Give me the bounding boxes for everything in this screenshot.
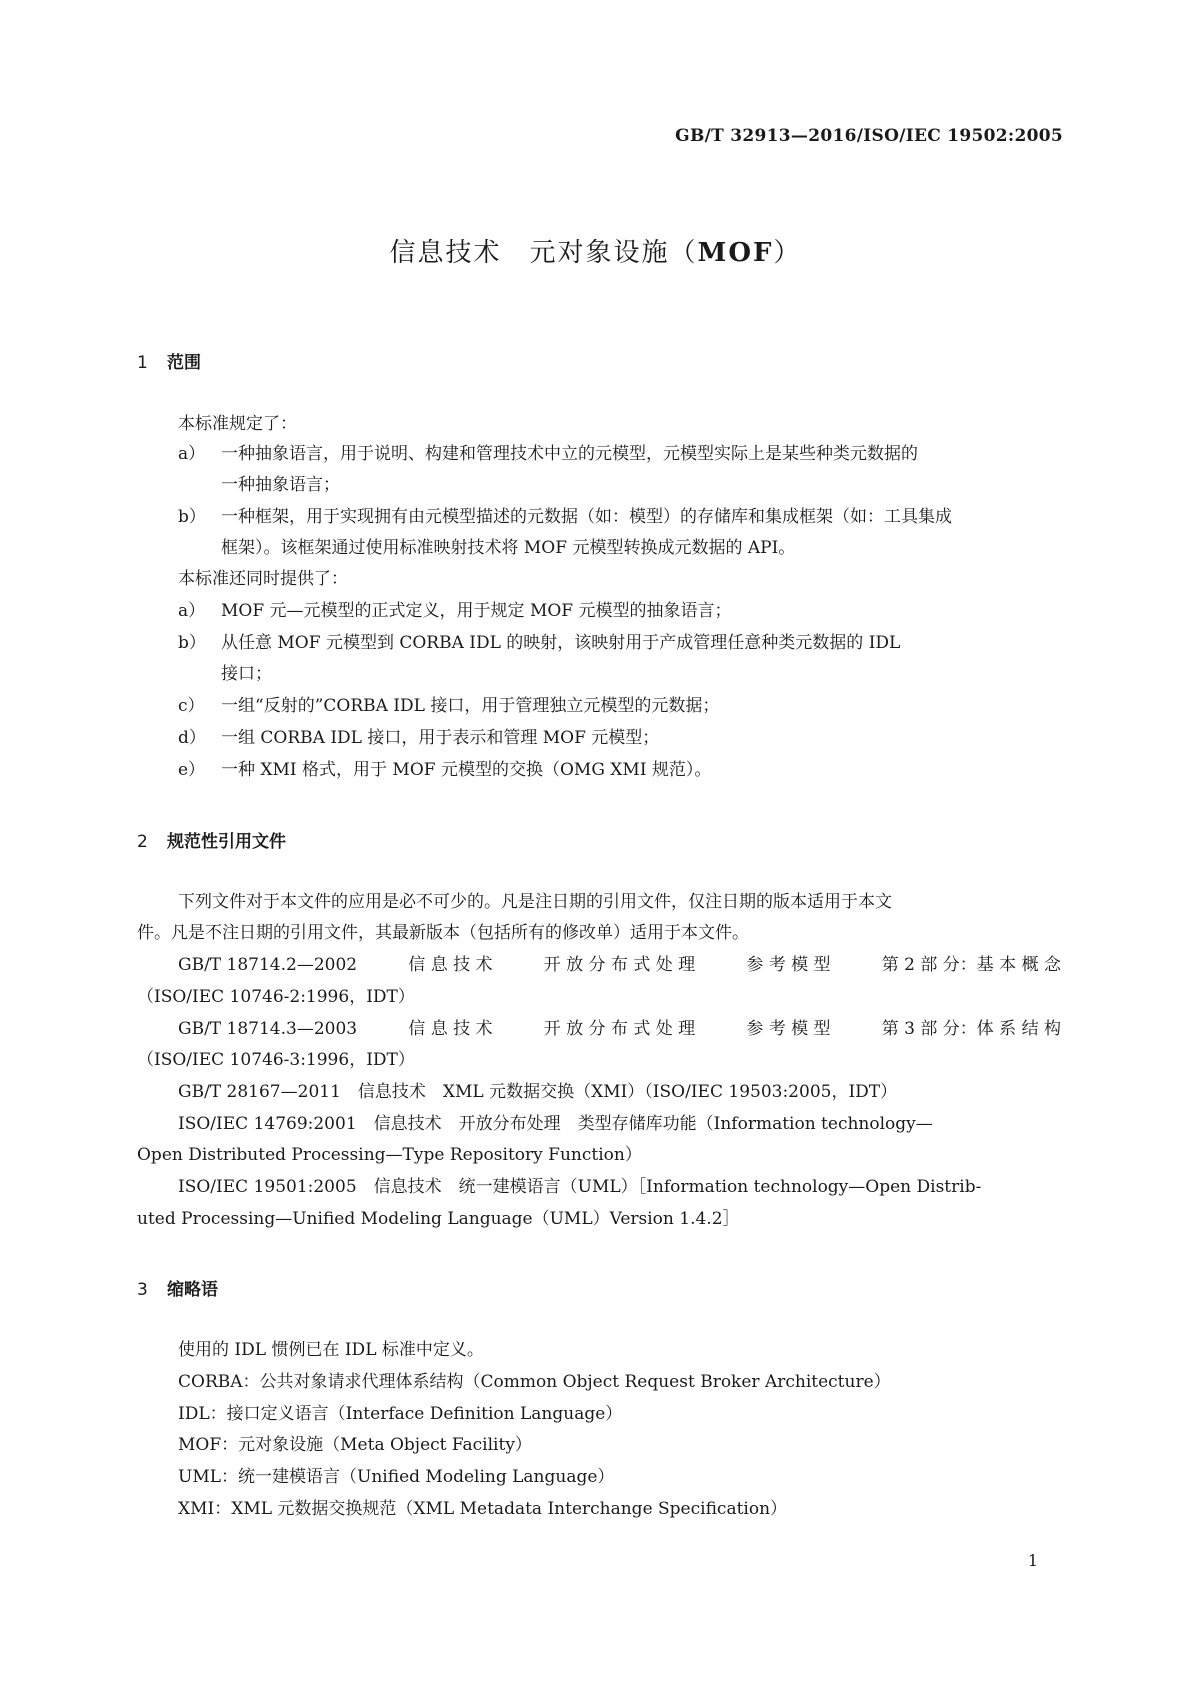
reference-entry: ISO/IEC 14769:2001 信息技术 开放分布处理 类型存储库功能（Information technology— xyxy=(178,1114,933,1134)
title-prefix: 信息技术 元对象设施（ xyxy=(389,238,698,268)
abbreviation-line: 使用的 IDL 惯例已在 IDL 标准中定义。 xyxy=(178,1340,484,1360)
list-label: b） xyxy=(178,507,206,527)
page-number: 1 xyxy=(1027,1551,1038,1570)
paragraph: 下列文件对于本文件的应用是必不可少的。凡是注日期的引用文件，仅注日期的版本适用于本文 xyxy=(178,892,892,912)
reference-entry: ISO/IEC 19501:2005 信息技术 统一建模语言（UML）［Information technology—Open Distrib- xyxy=(178,1177,982,1197)
abbreviation-line: CORBA：公共对象请求代理体系结构（Common Object Request Broker Architecture） xyxy=(178,1372,891,1392)
list-label: b） xyxy=(178,633,206,653)
list-item-text: 一组“反射的”CORBA IDL 接口，用于管理独立元模型的元数据； xyxy=(221,696,720,716)
list-item-text: 一种框架，用于实现拥有由元模型描述的元数据（如：模型）的存储库和集成框架（如：工具集成 xyxy=(221,507,952,527)
list-item-text: 一种 XMI 格式，用于 MOF 元模型的交换（OMG XMI 规范）。 xyxy=(221,760,712,780)
reference-part: 参 考 模 型 xyxy=(746,1019,831,1039)
section-1-heading xyxy=(137,348,201,373)
reference-part: 第 3 部 分：体 系 结 构 xyxy=(881,1019,1061,1039)
list-item-text: 一种抽象语言； xyxy=(221,475,340,495)
list-label: c） xyxy=(178,696,205,716)
paragraph: 本标准还同时提供了： xyxy=(178,569,348,589)
list-item-text: 一种抽象语言，用于说明、构建和管理技术中立的元模型，元模型实际上是某些种类元数据的 xyxy=(221,444,918,464)
section-number: 3 xyxy=(137,1280,148,1300)
reference-part: 开 放 分 布 式 处 理 xyxy=(543,1019,696,1039)
abbreviation-line: UML：统一建模语言（Unified Modeling Language） xyxy=(178,1467,615,1487)
section-number: 1 xyxy=(137,353,148,373)
reference-part: 信 息 技 术 xyxy=(408,955,493,975)
document-title xyxy=(0,232,1191,269)
list-label: a） xyxy=(178,601,206,621)
reference-entry xyxy=(178,954,1061,976)
reference-code: GB/T 18714.3—2003 xyxy=(178,1019,358,1039)
reference-part: 第 2 部 分：基 本 概 念 xyxy=(881,955,1061,975)
reference-entry xyxy=(178,1018,1061,1040)
reference-continuation: Open Distributed Processing—Type Repository Function） xyxy=(137,1145,642,1165)
title-mof: MOF xyxy=(697,238,774,268)
abbreviation-line: IDL：接口定义语言（Interface Definition Language） xyxy=(178,1404,623,1424)
list-label: a） xyxy=(178,444,206,464)
reference-continuation: uted Processing—Unified Modeling Language（UML）Version 1.4.2］ xyxy=(137,1209,740,1229)
reference-continuation: （ISO/IEC 10746-3:1996，IDT） xyxy=(137,1050,415,1070)
section-2-heading xyxy=(137,827,286,852)
reference-continuation: （ISO/IEC 10746-2:1996，IDT） xyxy=(137,987,415,1007)
reference-code: GB/T 18714.2—2002 xyxy=(178,955,358,975)
list-item-text: 框架）。该框架通过使用标准映射技术将 MOF 元模型转换成元数据的 API。 xyxy=(221,538,796,558)
reference-part: 参 考 模 型 xyxy=(746,955,831,975)
list-label: e） xyxy=(178,760,206,780)
list-item-text: 一组 CORBA IDL 接口，用于表示和管理 MOF 元模型； xyxy=(221,728,660,748)
section-title: 规范性引用文件 xyxy=(167,832,286,852)
abbreviation-line: XMI：XML 元数据交换规范（XML Metadata Interchange Specification） xyxy=(178,1499,788,1519)
section-3-heading xyxy=(137,1275,218,1300)
title-suffix: ） xyxy=(773,238,802,268)
list-item-text: 接口； xyxy=(221,664,272,684)
list-item-text: 从任意 MOF 元模型到 CORBA IDL 的映射，该映射用于产成管理任意种类元数据的 IDL xyxy=(221,633,901,653)
section-number: 2 xyxy=(137,832,148,852)
section-title: 范围 xyxy=(167,353,201,373)
standard-code: GB/T 32913—2016/ISO/IEC 19502:2005 xyxy=(675,126,1063,146)
reference-entry: GB/T 28167—2011 信息技术 XML 元数据交换（XMI）（ISO/IEC 19503:2005，IDT） xyxy=(178,1082,898,1102)
paragraph: 件。凡是不注日期的引用文件，其最新版本（包括所有的修改单）适用于本文件。 xyxy=(137,923,749,943)
paragraph: 本标准规定了： xyxy=(178,414,297,434)
reference-part: 信 息 技 术 xyxy=(408,1019,493,1039)
list-item-text: MOF 元—元模型的正式定义，用于规定 MOF 元模型的抽象语言； xyxy=(221,601,732,621)
list-label: d） xyxy=(178,728,206,748)
abbreviation-line: MOF：元对象设施（Meta Object Facility） xyxy=(178,1435,532,1455)
section-title: 缩略语 xyxy=(167,1280,218,1300)
reference-part: 开 放 分 布 式 处 理 xyxy=(543,955,696,975)
